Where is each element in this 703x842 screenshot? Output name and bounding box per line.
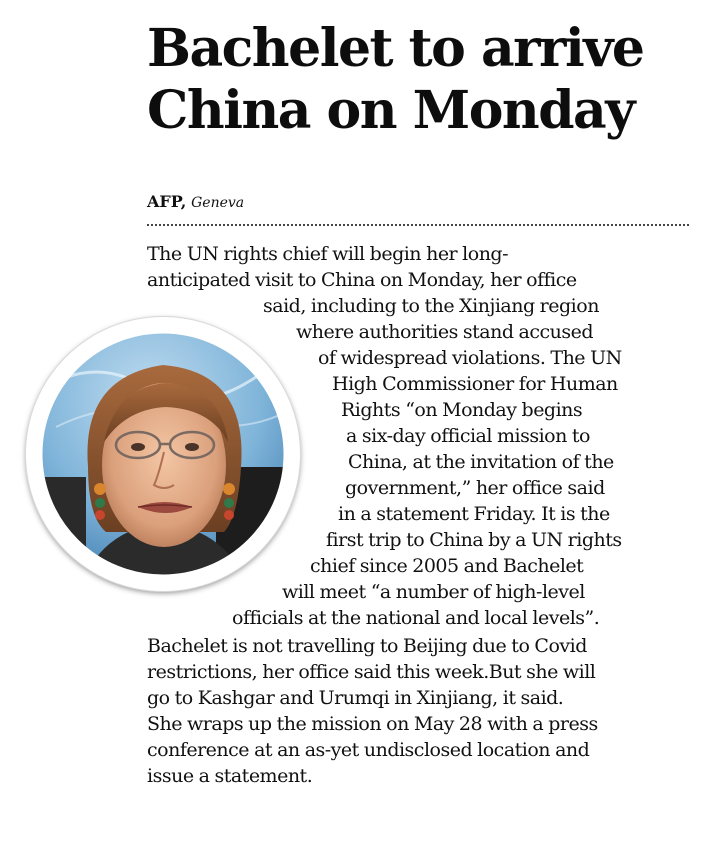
- body-line: of widespread violations. The UN: [318, 347, 622, 369]
- headline: Bachelet to arrive China on Monday: [147, 18, 644, 141]
- portrait-photo-image: [26, 317, 300, 591]
- dotted-divider: [147, 224, 689, 226]
- body-line: The UN rights chief will begin her long-: [147, 243, 509, 265]
- body-line: High Commissioner for Human: [332, 373, 618, 395]
- body-line: Rights “on Monday begins: [341, 399, 583, 421]
- byline: [147, 192, 244, 213]
- byline-dateline: Geneva: [191, 195, 245, 211]
- body-line: She wraps up the mission on May 28 with a press: [147, 713, 598, 735]
- body-line: in a statement Friday. It is the: [338, 503, 610, 525]
- body-line: go to Kashgar and Urumqi in Xinjiang, it said.: [147, 687, 564, 709]
- body-line: anticipated visit to China on Monday, her office: [147, 269, 577, 291]
- body-line: conference at an as-yet undisclosed location and: [147, 739, 590, 761]
- body-line: government,” her office said: [345, 477, 605, 499]
- body-line: chief since 2005 and Bachelet: [310, 555, 584, 577]
- body-line: first trip to China by a UN rights: [326, 529, 622, 551]
- body-line: a six-day official mission to: [346, 425, 590, 447]
- body-line: restrictions, her office said this week.But she will: [147, 661, 596, 683]
- body-line: will meet “a number of high-level: [282, 581, 585, 603]
- body-line: said, including to the Xinjiang region: [263, 295, 599, 317]
- body-line: officials at the national and local levels”.: [232, 607, 600, 629]
- body-line: issue a statement.: [147, 765, 313, 787]
- body-line: China, at the invitation of the: [348, 451, 614, 473]
- body-line: Bachelet is not travelling to Beijing due to Covid: [147, 635, 587, 657]
- body-line: where authorities stand accused: [296, 321, 594, 343]
- portrait-photo: [26, 317, 300, 591]
- byline-agency: AFP,: [147, 192, 187, 211]
